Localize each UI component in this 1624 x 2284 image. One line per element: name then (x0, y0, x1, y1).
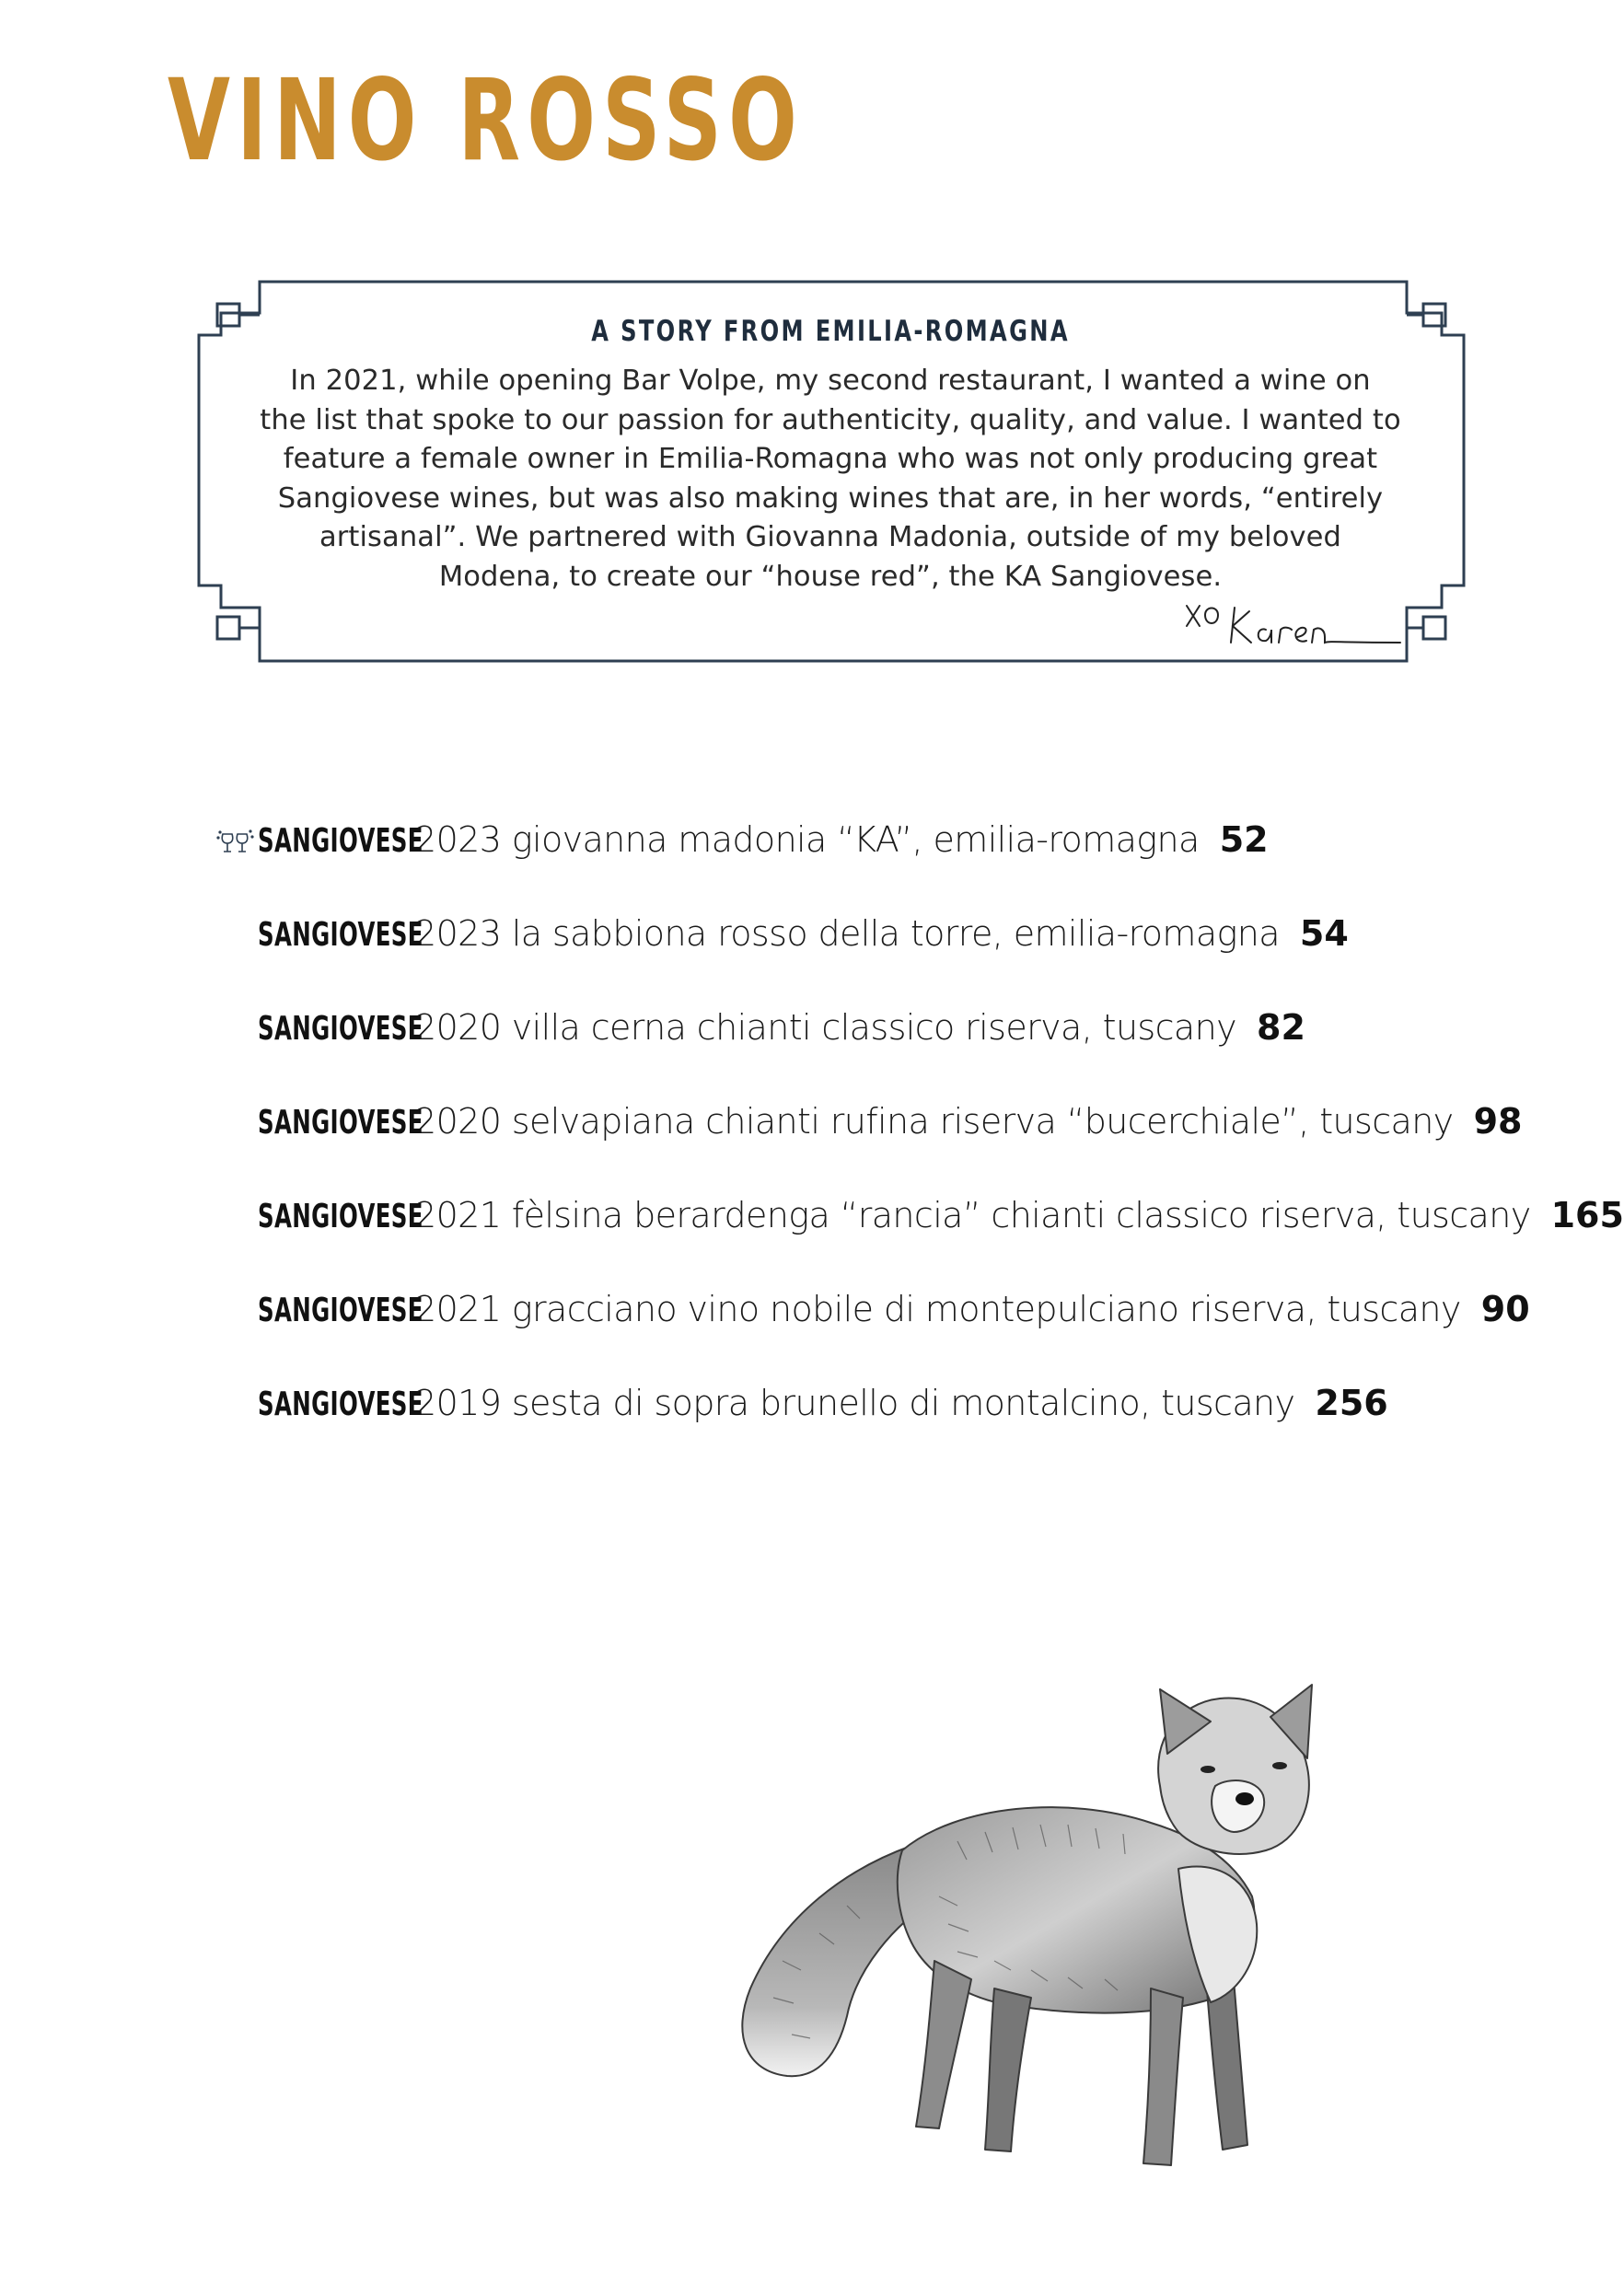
story-line: Sangiovese wines, but was also making wines that are, in her words, “entirely (277, 481, 1384, 515)
story-body (241, 362, 1420, 597)
wine-price: 82 (1257, 1007, 1305, 1048)
wine-grape: SANGIOVESE (258, 1104, 423, 1142)
wine-description: 2021 fèlsina berardenga “rancia” chianti classico riserva, tuscany (414, 1195, 1531, 1235)
wine-description: 2020 villa cerna chianti classico riserva, tuscany (414, 1007, 1236, 1048)
wine-description: 2023 giovanna madonia “KA”, emilia-romagna (414, 819, 1200, 860)
story-line: feature a female owner in Emilia-Romagna who was not only producing great (283, 443, 1378, 475)
story-heading: A STORY FROM EMILIA-ROMAGNA (591, 315, 1071, 348)
fox-illustration (718, 1685, 1381, 2200)
wine-item (258, 1101, 1522, 1165)
wine-item (258, 1195, 1624, 1259)
wine-description: 2019 sesta di sopra brunello di montalcino, tuscany (414, 1383, 1295, 1423)
wine-item (258, 1289, 1530, 1353)
wine-glasses-icon (215, 829, 256, 856)
wine-price: 256 (1315, 1383, 1388, 1423)
wine-grape: SANGIOVESE (258, 1292, 423, 1329)
wine-price: 98 (1473, 1101, 1523, 1142)
wine-item (258, 1007, 1305, 1072)
wine-price: 52 (1219, 819, 1269, 860)
wine-description: 2020 selvapiana chianti rufina riserva “bucerchiale”, tuscany (414, 1101, 1454, 1142)
wine-description: 2021 gracciano vino nobile di montepulciano riserva, tuscany (414, 1289, 1461, 1329)
story-line: In 2021, while opening Bar Volpe, my second restaurant, I wanted a wine on (290, 365, 1371, 397)
wine-price: 54 (1299, 913, 1349, 954)
wine-grape: SANGIOVESE (258, 1385, 423, 1423)
wine-grape: SANGIOVESE (258, 916, 423, 954)
wine-description: 2023 la sabbiona rosso della torre, emilia-romagna (414, 913, 1280, 954)
signature (1183, 589, 1404, 658)
wine-item (258, 913, 1349, 978)
wine-price: 90 (1480, 1289, 1530, 1329)
story-line: artisanal”. We partnered with Giovanna Madonia, outside of my beloved (319, 521, 1341, 553)
story-line: Modena, to create our “house red”, the KA Sangiovese. (438, 560, 1223, 593)
wine-item (258, 819, 1269, 884)
page-title: VINO ROSSO (168, 55, 804, 186)
wine-item (258, 1383, 1388, 1447)
wine-price: 165 (1550, 1195, 1624, 1235)
wine-grape: SANGIOVESE (258, 1010, 423, 1048)
wine-grape: SANGIOVESE (258, 822, 423, 860)
story-line: the list that spoke to our passion for authenticity, quality, and value. I wanted to (260, 403, 1401, 436)
wine-grape: SANGIOVESE (258, 1198, 423, 1235)
